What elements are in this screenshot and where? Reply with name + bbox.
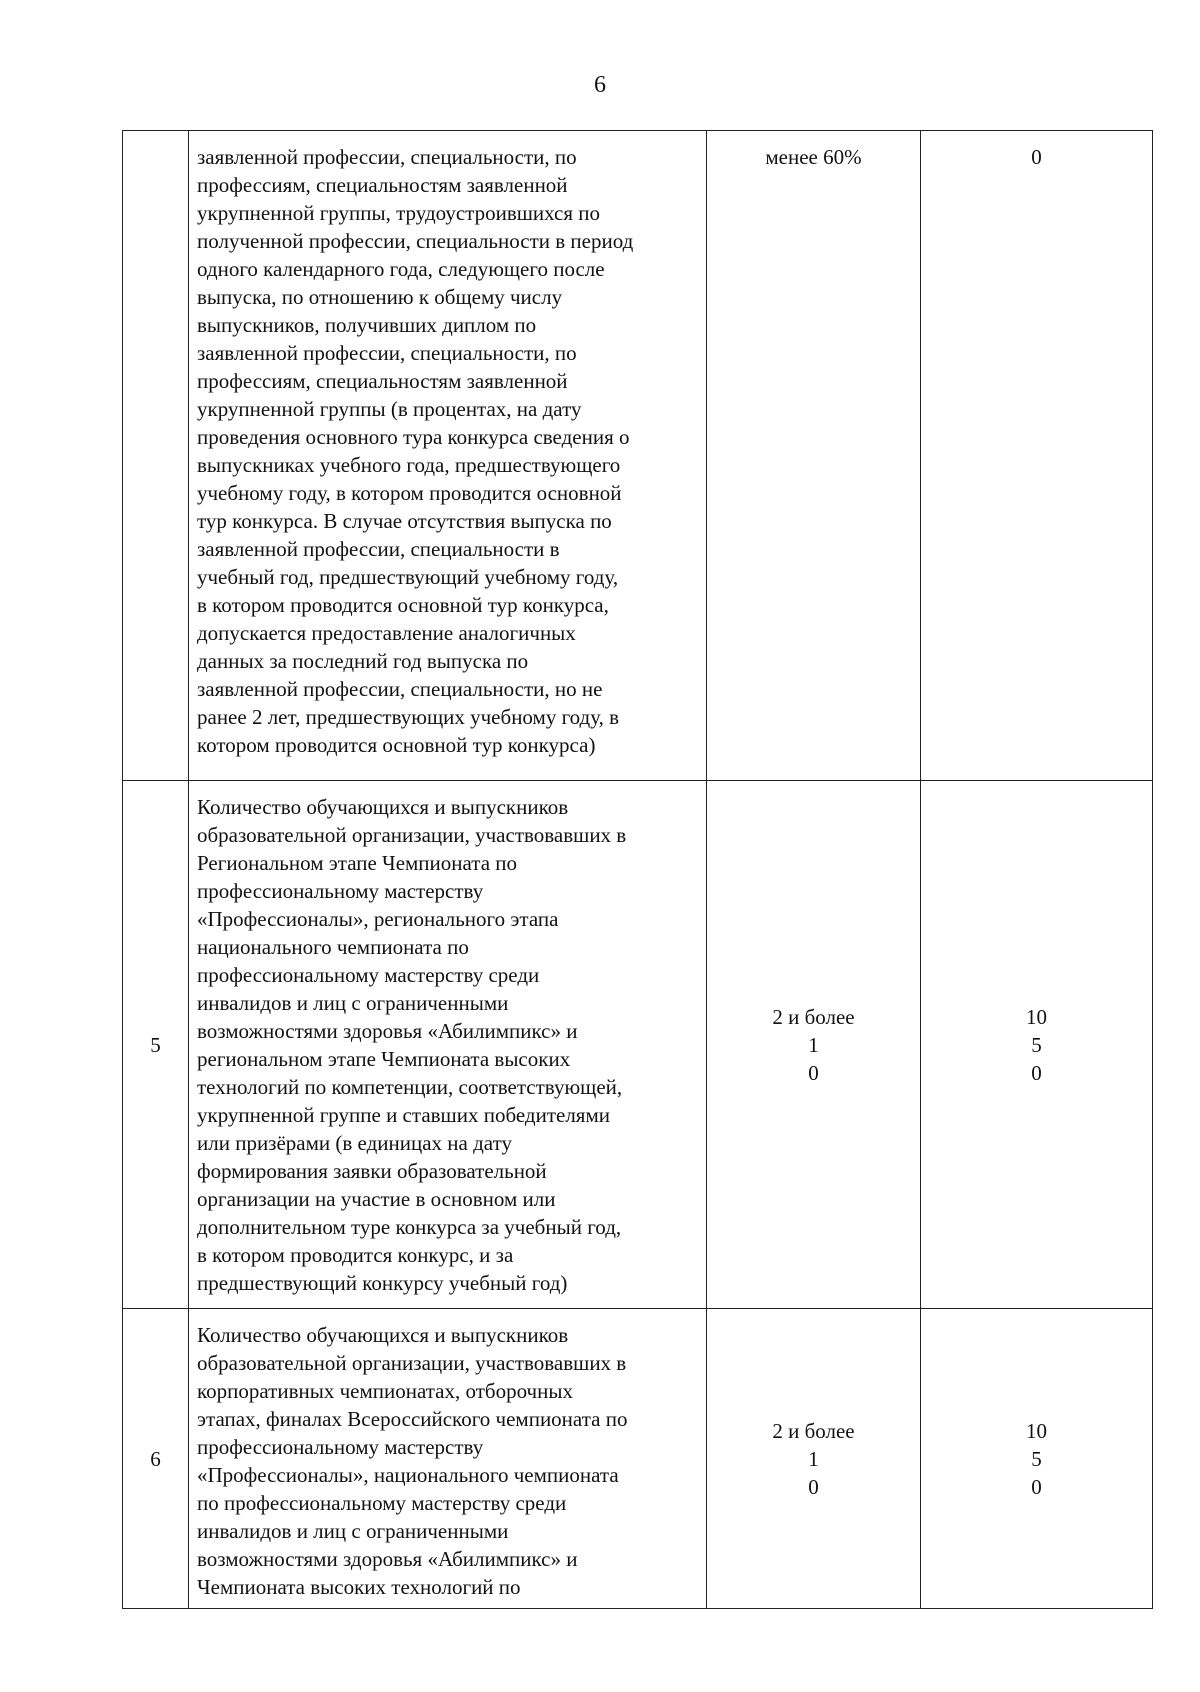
criteria-table — [122, 130, 1153, 1609]
row-number-cell — [123, 781, 189, 1309]
value-range-cell — [707, 1309, 921, 1609]
value-range: 2 и более 1 0 — [772, 1004, 855, 1085]
value-range-cell — [707, 131, 921, 781]
criterion-text: Количество обучающихся и выпускников образовательной организации, участвовавших в Региональном этапе Чемпионата по профессиональному мастерству «Профессионалы», регионального этапа национального чемпионата по профессиональному мастерству среди инвалидов и лиц с ограниченными возможностями здоровья «Абилимпикс» и региональном этапе Чемпионата высоких технологий по компетенции, соответствующей, укрупненной группе и ставших победителями или призёрами (в единицах на дату формирования заявки образовательной организации на участие в основном или дополнительном туре конкурса за учебный год, в котором проводится конкурс, и за предшествующий конкурсу учебный год) — [197, 795, 627, 1295]
score-cell — [921, 781, 1153, 1309]
criterion-text-cell — [189, 781, 707, 1309]
value-range: 2 и более 1 0 — [772, 1418, 855, 1499]
criterion-text: заявленной профессии, специальности, по профессиям, специальностям заявленной укрупненной группы, трудоустроившихся по полученной профессии, специальности в период одного календарного года, следующего после выпуска, по отношению к общему числу выпускников, получивших диплом по заявленной профессии, специальности, по профессиям, специальностям заявленной укрупненной группы (в процентах, на дату проведения основного тура конкурса сведения о выпускниках учебного года, предшествующего учебному году, в котором проводится основной тур конкурса. В случае отсутствия выпуска по заявленной профессии, специальности в учебный год, предшествующий учебному году, в котором проводится основной тур конкурса, допускается предоставление аналогичных данных за последний год выпуска по заявленной профессии, специальности, но не ранее 2 лет, предшествующих учебному году, в котором проводится основной тур конкурса) — [197, 145, 634, 757]
value-range-cell — [707, 781, 921, 1309]
score-values: 10 5 0 — [1026, 1418, 1047, 1499]
score-cell — [921, 1309, 1153, 1609]
row-number-cell — [123, 131, 189, 781]
table-row — [123, 781, 1153, 1309]
criterion-text-cell — [189, 1309, 707, 1609]
page-number: 6 — [594, 72, 606, 98]
table-row — [123, 131, 1153, 781]
score-values: 10 5 0 — [1026, 1004, 1047, 1085]
row-number: 6 — [150, 1446, 161, 1471]
criterion-text: Количество обучающихся и выпускников образовательной организации, участвовавших в корпоративных чемпионатах, отборочных этапах, финалах Всероссийского чемпионата по профессиональному мастерству «Профессионалы», национального чемпионата по профессиональному мастерству среди инвалидов и лиц с ограниченными возможностями здоровья «Абилимпикс» и Чемпионата высоких технологий по — [197, 1323, 628, 1599]
score-cell — [921, 131, 1153, 781]
value-range: менее 60% — [765, 145, 862, 169]
table-row — [123, 1309, 1153, 1609]
score-values: 0 — [1031, 145, 1042, 169]
criterion-text-cell — [189, 131, 707, 781]
row-number-cell — [123, 1309, 189, 1609]
row-number: 5 — [150, 1032, 161, 1057]
